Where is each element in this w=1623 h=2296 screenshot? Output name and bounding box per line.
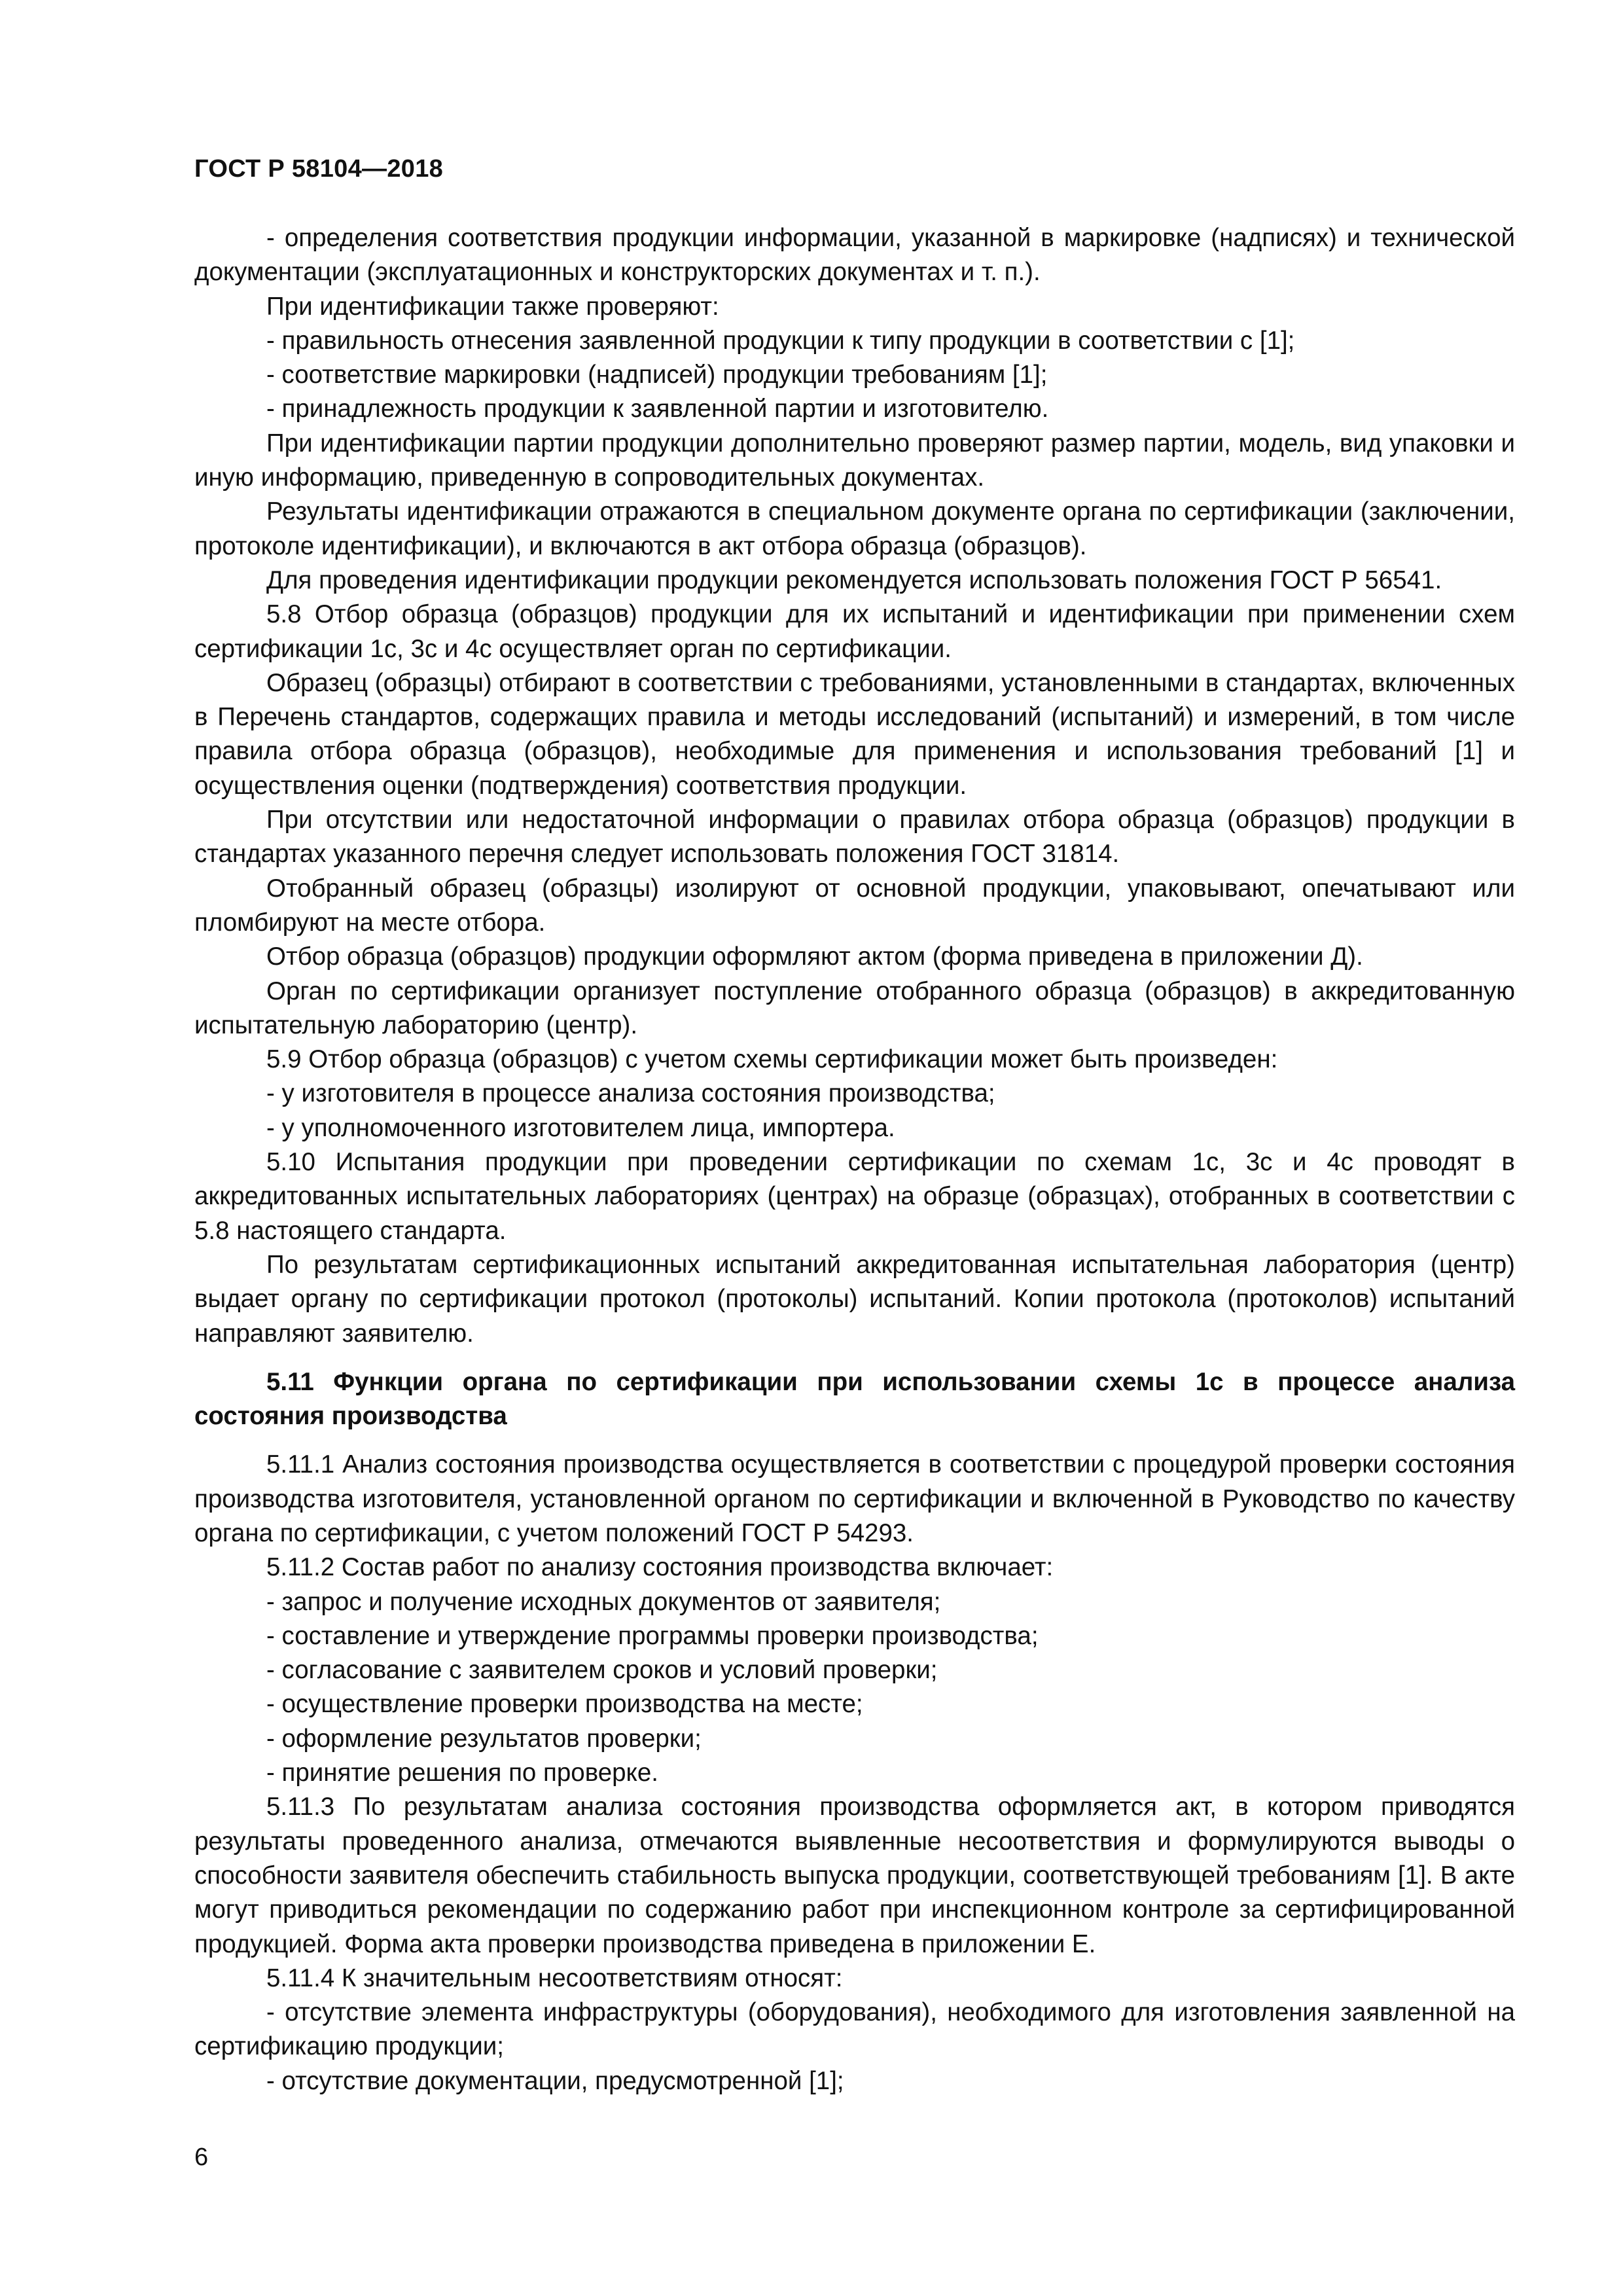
paragraph: При идентификации партии продукции дополнительно проверяют размер партии, модель, вид упаковки и иную информацию, приведенную в сопроводительных документах. (194, 429, 1515, 492)
paragraph: Отобранный образец (образцы) изолируют от основной продукции, упаковывают, опечатывают или пломбируют на месте отбора. (194, 874, 1515, 937)
paragraph: По результатам сертификационных испытаний аккредитованная испытательная лаборатория (центр) выдает органу по сертификации протокол (протоколы) испытаний. Копии протокола (протоколов) испытаний направляют заявителю. (194, 1250, 1515, 1348)
list-item: - принятие решения по проверке. (266, 1759, 658, 1787)
clause-5-9: 5.9 Отбор образца (образцов) с учетом схемы сертификации может быть произведен: (266, 1045, 1278, 1074)
list-item: - осуществление проверки производства на месте; (266, 1690, 863, 1719)
list-item: - соответствие маркировки (надписей) продукции требованиям [1]; (266, 361, 1048, 389)
list-item: - у изготовителя в процессе анализа состояния производства; (266, 1079, 995, 1108)
paragraph: При отсутствии или недостаточной информации о правилах отбора образца (образцов) продукции в стандартах указанного перечня следует использовать положения ГОСТ 31814. (194, 806, 1515, 869)
list-item: - у уполномоченного изготовителем лица, импортера. (266, 1113, 895, 1142)
clause-5-11-4: 5.11.4 К значительным несоответствиям относят: (266, 1964, 843, 1992)
clause-5-11-3: 5.11.3 По результатам анализа состояния производства оформляется акт, в котором приводятся результаты проведенного анализа, отмечаются выявленные несоответствия и формулируются выводы о способности заявителя обеспечить стабильность выпуска продукции, соответствующей требованиям [1]. В акте могут приводиться рекомендации по содержанию работ при инспекционном контроле за сертифицированной продукцией. Форма акта проверки производства приведена в приложении Е. (194, 1793, 1515, 1958)
list-item: - правильность отнесения заявленной продукции к типу продукции в соответствии с [1]; (266, 326, 1295, 355)
list-item: - согласование с заявителем сроков и условий проверки; (266, 1656, 938, 1685)
paragraph: При идентификации также проверяют: (266, 292, 719, 321)
paragraph: Для проведения идентификации продукции рекомендуется использовать положения ГОСТ Р 56541. (266, 565, 1442, 594)
standard-header: ГОСТ Р 58104—2018 (194, 155, 444, 183)
list-item: - запрос и получение исходных документов от заявителя; (266, 1587, 941, 1616)
document-body (194, 221, 1515, 2098)
clause-5-10: 5.10 Испытания продукции при проведении сертификации по схемам 1с, 3с и 4с проводят в аккредитованных испытательных лабораториях (центрах) на образце (образцах), отобранных в соответствии с 5.8 настоящего стандарта. (194, 1148, 1515, 1245)
paragraph: - определения соответствия продукции информации, указанной в маркировке (надписях) и технической документации (эксплуатационных и конструкторских документах и т. п.). (194, 224, 1515, 287)
paragraph: Отбор образца (образцов) продукции оформляют актом (форма приведена в приложении Д). (266, 942, 1363, 971)
list-item: - составление и утверждение программы проверки производства; (266, 1621, 1039, 1650)
list-item: - принадлежность продукции к заявленной партии и изготовителю. (266, 395, 1049, 423)
paragraph: Образец (образцы) отбирают в соответствии с требованиями, установленными в стандартах, включенных в Перечень стандартов, содержащих правила и методы исследований (испытаний) и измерений, в том числе правила отбора образца (образцов), необходимые для применения и использования требований [1] и осуществления оценки (подтверждения) соответствия продукции. (194, 668, 1515, 800)
list-item: - отсутствие элемента инфраструктуры (оборудования), необходимого для изготовления заявленной на сертификацию продукции; (194, 1998, 1515, 2061)
clause-5-8: 5.8 Отбор образца (образцов) продукции для их испытаний и идентификации при применении схем сертификации 1с, 3с и 4с осуществляет орган по сертификации. (194, 600, 1515, 663)
section-heading: 5.11 Функции органа по сертификации при использовании схемы 1с в процессе анализа состояния производства (194, 1367, 1515, 1431)
clause-5-11-2: 5.11.2 Состав работ по анализу состояния производства включает: (266, 1553, 1054, 1582)
page-number: 6 (194, 2144, 209, 2171)
list-item: - отсутствие документации, предусмотренной [1]; (266, 2066, 844, 2095)
clause-5-11-1: 5.11.1 Анализ состояния производства осуществляется в соответствии с процедурой проверки состояния производства изготовителя, установленной органом по сертификации и включенной в Руководство по качеству органа по сертификации, с учетом положений ГОСТ Р 54293. (194, 1450, 1515, 1547)
paragraph: Результаты идентификации отражаются в специальном документе органа по сертификации (заключении, протоколе идентификации), и включаются в акт отбора образца (образцов). (194, 497, 1515, 560)
paragraph: Орган по сертификации организует поступление отобранного образца (образцов) в аккредитованную испытательную лабораторию (центр). (194, 977, 1515, 1039)
list-item: - оформление результатов проверки; (266, 1724, 702, 1753)
